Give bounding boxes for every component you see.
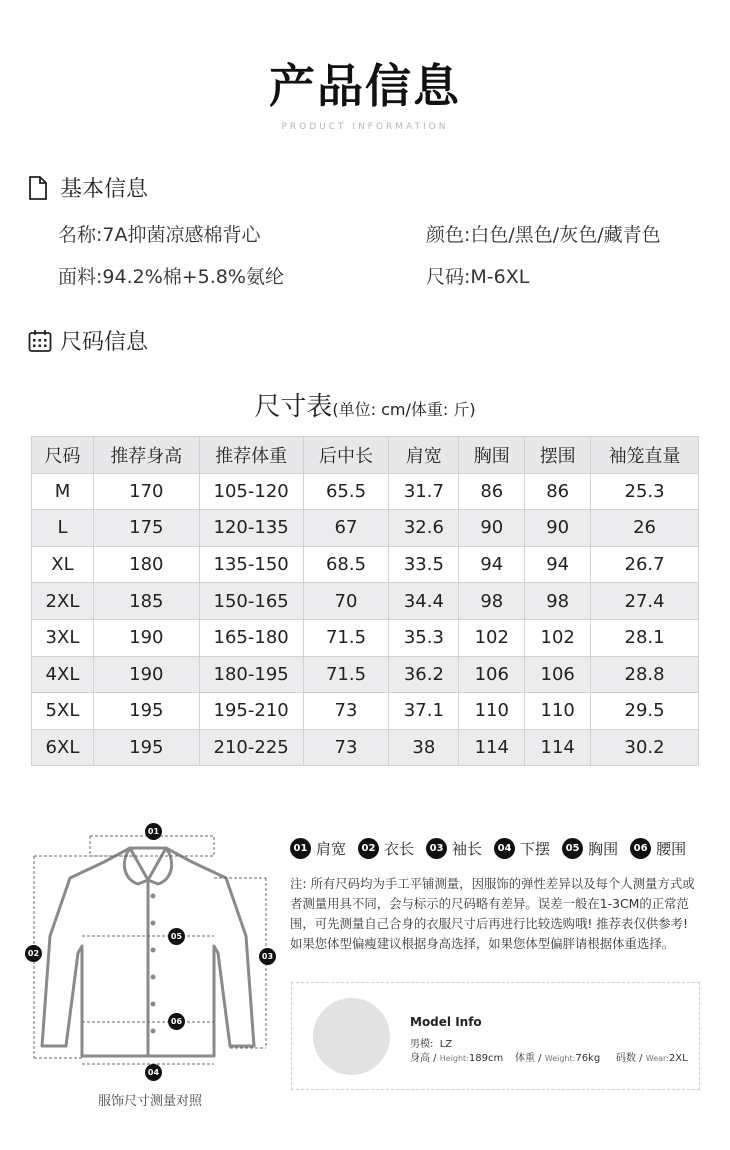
table-cell: 110 xyxy=(459,693,525,730)
shirt-outline-icon xyxy=(20,818,282,1088)
table-cell: 73 xyxy=(303,693,389,730)
table-cell: 86 xyxy=(525,473,591,510)
table-row xyxy=(32,656,699,693)
table-cell: 175 xyxy=(93,510,199,547)
wear-value: 2XL xyxy=(668,1053,688,1064)
table-cell: 34.4 xyxy=(389,583,459,620)
legend-item xyxy=(426,838,482,859)
product-name: 名称:7A抑菌凉感棉背心 xyxy=(58,224,261,246)
document-icon xyxy=(28,176,50,200)
model-info-title: Model Info xyxy=(410,1015,482,1029)
legend-label: 下摆 xyxy=(520,840,551,858)
legend-number-badge: 01 xyxy=(290,838,311,859)
weight-label: 体重 / xyxy=(515,1053,542,1064)
table-header-cell: 推荐体重 xyxy=(199,437,303,474)
table-header-cell: 尺码 xyxy=(32,437,94,474)
legend-item xyxy=(290,838,346,859)
legend-number-badge: 02 xyxy=(358,838,379,859)
size-info-heading xyxy=(28,325,148,356)
size-table-title-text: 尺寸表 xyxy=(254,392,333,422)
height-label: 身高 / xyxy=(410,1053,437,1064)
table-header-cell: 胸围 xyxy=(459,437,525,474)
table-header-cell: 袖笼直量 xyxy=(591,437,699,474)
table-cell: 110 xyxy=(525,693,591,730)
table-cell: 102 xyxy=(525,619,591,656)
table-cell: 32.6 xyxy=(389,510,459,547)
table-cell: 70 xyxy=(303,583,389,620)
model-weight xyxy=(515,1049,600,1064)
table-row xyxy=(32,510,699,547)
model-gender-label: 男模: xyxy=(410,1039,434,1050)
table-cell: L xyxy=(32,510,94,547)
garment-diagram xyxy=(20,818,282,1088)
legend-item xyxy=(630,838,686,859)
table-header-cell: 肩宽 xyxy=(389,437,459,474)
table-cell: 71.5 xyxy=(303,619,389,656)
table-cell: 135-150 xyxy=(199,546,303,583)
size-table-title xyxy=(0,386,730,423)
table-cell: 106 xyxy=(459,656,525,693)
table-row xyxy=(32,693,699,730)
marker-03: 03 xyxy=(259,948,276,965)
table-cell: 114 xyxy=(525,729,591,766)
table-cell: XL xyxy=(32,546,94,583)
legend-item xyxy=(562,838,618,859)
table-row xyxy=(32,473,699,510)
table-cell: 120-135 xyxy=(199,510,303,547)
calendar-icon xyxy=(28,329,50,353)
legend-number-badge: 04 xyxy=(494,838,515,859)
table-cell: 86 xyxy=(459,473,525,510)
product-size-range: 尺码:M-6XL xyxy=(426,266,530,288)
marker-05: 05 xyxy=(168,928,185,945)
legend-number-badge: 05 xyxy=(562,838,583,859)
diagram-caption: 服饰尺寸测量对照 xyxy=(97,1094,202,1109)
table-cell: 94 xyxy=(525,546,591,583)
table-cell: 68.5 xyxy=(303,546,389,583)
table-cell: 98 xyxy=(459,583,525,620)
table-cell: 31.7 xyxy=(389,473,459,510)
table-cell: 73 xyxy=(303,729,389,766)
model-name: LZ xyxy=(439,1039,453,1050)
table-cell: 6XL xyxy=(32,729,94,766)
model-info-card xyxy=(291,982,700,1090)
table-cell: 4XL xyxy=(32,656,94,693)
table-cell: 90 xyxy=(459,510,525,547)
height-value: 189cm xyxy=(468,1053,504,1064)
table-cell: 195-210 xyxy=(199,693,303,730)
table-cell: 28.1 xyxy=(591,619,699,656)
weight-label-en: Weight: xyxy=(544,1054,576,1063)
table-cell: 102 xyxy=(459,619,525,656)
table-cell: 165-180 xyxy=(199,619,303,656)
size-table xyxy=(31,436,699,766)
table-cell: 170 xyxy=(93,473,199,510)
product-color: 颜色:白色/黑色/灰色/藏青色 xyxy=(426,224,661,246)
product-fabric: 面料:94.2%棉+5.8%氨纶 xyxy=(58,266,284,288)
marker-06: 06 xyxy=(168,1013,185,1030)
avatar xyxy=(313,998,390,1075)
model-name-line xyxy=(410,1035,452,1050)
measurement-note: 注: 所有尺码均为手工平铺测量，因服饰的弹性差异以及每个人测量方式或者测量用具不同，会与标示的尺码略有差异。误差一般在1-3CM的正常范围，可先测量自己合身的衣服尺寸后再进行比较选购哦! 推荐表仅供参考! 如果您体型偏瘦建议根据身高选择，如果您体型偏胖请根据体重选择。 xyxy=(290,876,695,951)
table-header-cell: 后中长 xyxy=(303,437,389,474)
table-cell: 210-225 xyxy=(199,729,303,766)
table-cell: 28.8 xyxy=(591,656,699,693)
table-cell: 190 xyxy=(93,619,199,656)
table-cell: 27.4 xyxy=(591,583,699,620)
table-cell: 94 xyxy=(459,546,525,583)
table-cell: 180-195 xyxy=(199,656,303,693)
measurement-legend xyxy=(290,838,698,859)
legend-item xyxy=(358,838,414,859)
size-info-title: 尺码信息 xyxy=(60,330,149,355)
table-cell: 195 xyxy=(93,729,199,766)
table-cell: M xyxy=(32,473,94,510)
table-cell: 26.7 xyxy=(591,546,699,583)
table-cell: 3XL xyxy=(32,619,94,656)
legend-label: 腰围 xyxy=(656,840,687,858)
table-cell: 106 xyxy=(525,656,591,693)
table-cell: 30.2 xyxy=(591,729,699,766)
page-title: 产品信息 xyxy=(269,59,461,113)
wear-label: 码数 / xyxy=(616,1053,643,1064)
table-cell: 90 xyxy=(525,510,591,547)
table-cell: 36.2 xyxy=(389,656,459,693)
marker-01: 01 xyxy=(145,823,162,840)
legend-label: 胸围 xyxy=(588,840,619,858)
legend-number-badge: 03 xyxy=(426,838,447,859)
table-cell: 29.5 xyxy=(591,693,699,730)
basic-info-title: 基本信息 xyxy=(60,177,149,202)
weight-value: 76kg xyxy=(575,1053,601,1064)
table-cell: 180 xyxy=(93,546,199,583)
marker-02: 02 xyxy=(25,945,42,962)
table-cell: 98 xyxy=(525,583,591,620)
table-cell: 114 xyxy=(459,729,525,766)
table-row xyxy=(32,546,699,583)
wear-label-en: Wear: xyxy=(645,1054,669,1063)
table-row xyxy=(32,729,699,766)
table-cell: 35.3 xyxy=(389,619,459,656)
table-row xyxy=(32,619,699,656)
model-height xyxy=(410,1049,503,1064)
table-cell: 190 xyxy=(93,656,199,693)
basic-info-heading xyxy=(28,172,148,203)
table-cell: 195 xyxy=(93,693,199,730)
table-cell: 33.5 xyxy=(389,546,459,583)
legend-label: 肩宽 xyxy=(316,840,347,858)
table-cell: 25.3 xyxy=(591,473,699,510)
table-cell: 2XL xyxy=(32,583,94,620)
table-cell: 65.5 xyxy=(303,473,389,510)
table-header-cell: 摆围 xyxy=(525,437,591,474)
legend-item xyxy=(494,838,550,859)
height-label-en: Height: xyxy=(439,1054,469,1063)
table-cell: 37.1 xyxy=(389,693,459,730)
table-cell: 150-165 xyxy=(199,583,303,620)
legend-number-badge: 06 xyxy=(630,838,651,859)
table-cell: 105-120 xyxy=(199,473,303,510)
table-header-cell: 推荐身高 xyxy=(93,437,199,474)
table-cell: 185 xyxy=(93,583,199,620)
legend-label: 袖长 xyxy=(452,840,483,858)
table-cell: 5XL xyxy=(32,693,94,730)
table-cell: 71.5 xyxy=(303,656,389,693)
table-cell: 38 xyxy=(389,729,459,766)
table-header-row xyxy=(32,437,699,474)
table-row xyxy=(32,583,699,620)
table-cell: 67 xyxy=(303,510,389,547)
marker-04: 04 xyxy=(145,1064,162,1081)
size-table-unit: (单位: cm/体重: 斤) xyxy=(332,400,476,419)
model-wear-size xyxy=(616,1049,688,1064)
legend-label: 衣长 xyxy=(384,840,415,858)
page-subtitle: PRODUCT INFORMATION xyxy=(281,122,449,132)
table-cell: 26 xyxy=(591,510,699,547)
